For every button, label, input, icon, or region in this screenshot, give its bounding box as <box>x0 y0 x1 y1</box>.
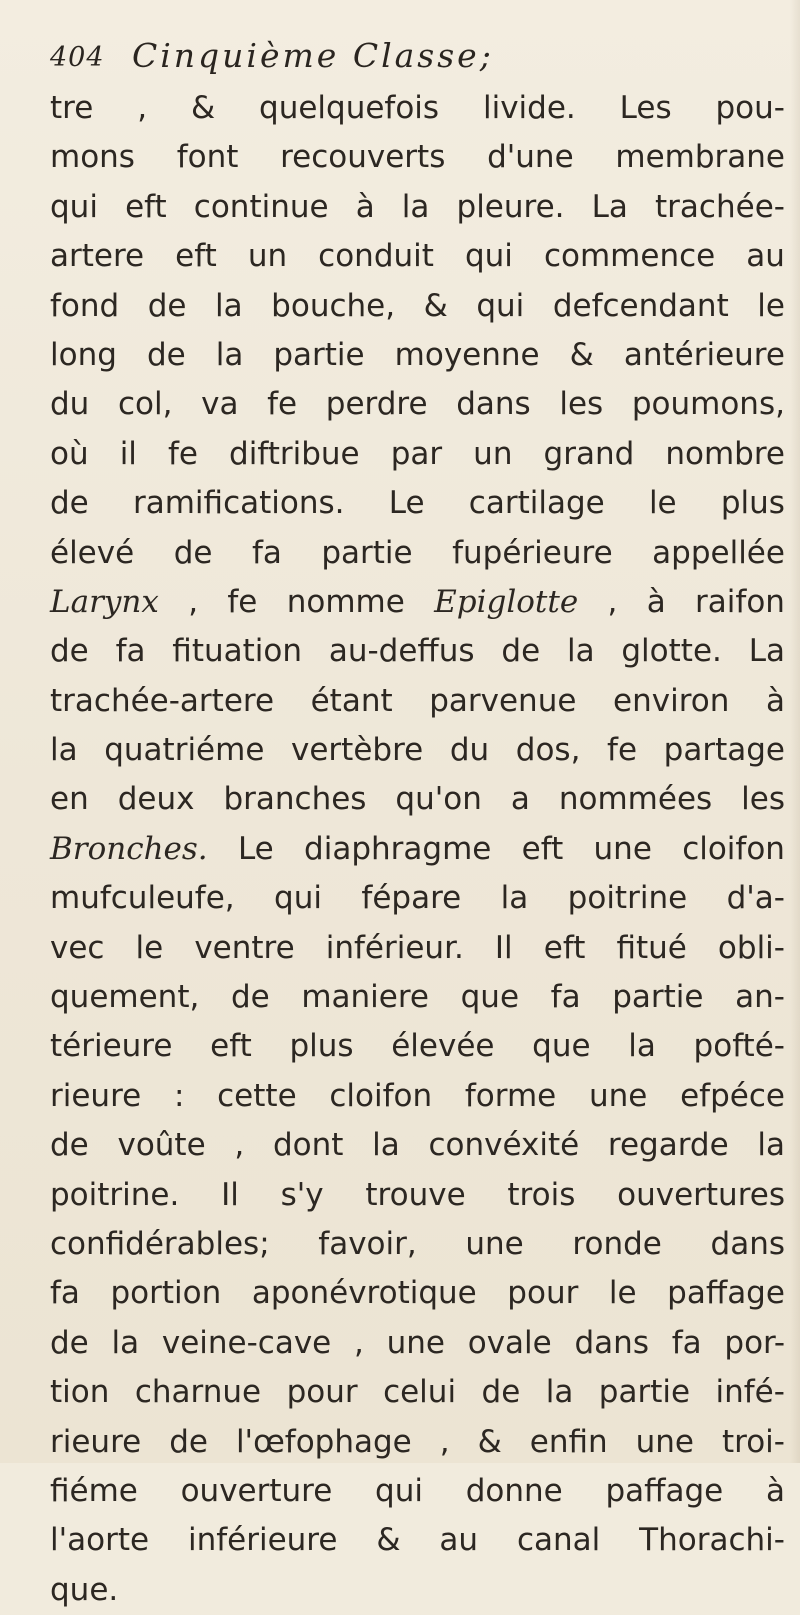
text-word: une <box>465 1225 524 1262</box>
text-word: pour <box>286 1374 358 1411</box>
text-line <box>50 430 785 479</box>
text-word: la <box>111 1324 140 1361</box>
text-word: poitrine <box>567 880 688 917</box>
text-word: d'une <box>487 139 574 176</box>
text-word: & <box>477 1423 502 1460</box>
text-word: inférieur. <box>325 929 464 966</box>
text-word: conduit <box>318 238 434 275</box>
text-word: poumons, <box>631 386 785 423</box>
text-word: par <box>390 435 443 472</box>
text-word: recouverts <box>280 139 446 176</box>
text-word: cartilage <box>468 485 605 522</box>
text-word: col, <box>117 386 173 423</box>
text-word: , <box>234 1127 245 1164</box>
text-word: deux <box>117 781 195 818</box>
text-word: la <box>372 1127 400 1164</box>
text-word: plus <box>720 485 785 522</box>
text-word: ouvertures <box>617 1176 785 1213</box>
text-word: , <box>137 90 148 126</box>
text-word: celui <box>383 1374 457 1411</box>
text-word: charnue <box>134 1374 262 1411</box>
text-word: ouverture <box>180 1472 333 1509</box>
text-word: le <box>757 287 785 324</box>
text-word: fupérieure <box>452 534 613 571</box>
text-word: continue <box>193 188 329 225</box>
text-word: térieure <box>50 1028 173 1065</box>
text-word: paffage <box>605 1472 724 1509</box>
text-word: veine-cave <box>161 1324 332 1361</box>
text-word: an- <box>735 979 785 1016</box>
text-word: tion <box>50 1374 110 1411</box>
text-word: nomme <box>286 583 405 620</box>
text-word: fa <box>115 633 146 670</box>
text-word: vec <box>50 929 105 966</box>
text-word: cette <box>217 1077 297 1114</box>
text-word: de <box>173 534 213 571</box>
text-word: qui <box>375 1472 423 1509</box>
text-word: de <box>50 485 89 522</box>
text-word: de <box>146 336 186 373</box>
text-word: mons <box>50 139 135 176</box>
text-word: & <box>376 1522 401 1559</box>
text-word: efpéce <box>680 1077 785 1114</box>
body-text <box>50 84 785 1615</box>
text-word: confidérables; <box>50 1225 270 1262</box>
text-word: Le <box>237 830 274 867</box>
text-word: trachée- <box>655 188 785 225</box>
text-word: Thorachi- <box>639 1522 785 1559</box>
text-word: une <box>635 1423 695 1460</box>
text-word: fond <box>50 287 120 324</box>
text-word: partie <box>612 979 704 1016</box>
text-word: eft <box>125 188 167 225</box>
text-word: fa <box>671 1324 702 1361</box>
text-line <box>50 726 785 775</box>
text-word: diftribue <box>229 435 360 472</box>
text-word: commence <box>543 238 716 275</box>
text-word: de <box>501 633 541 670</box>
text-word: l'œfophage <box>235 1423 412 1460</box>
text-word: eft <box>175 238 217 275</box>
text-word: élevée <box>391 1028 495 1065</box>
text-word: perdre <box>325 386 428 423</box>
text-line <box>50 1121 785 1170</box>
text-word: une <box>593 830 652 867</box>
text-word: voûte <box>117 1127 206 1164</box>
text-word: diaphragme <box>304 830 492 867</box>
text-word: paffage <box>667 1275 785 1312</box>
text-word: partie <box>273 336 365 373</box>
text-word: les <box>559 386 604 423</box>
text-word: dont <box>272 1127 344 1164</box>
text-word: vertèbre <box>291 732 424 769</box>
text-line <box>50 232 785 281</box>
text-word: l'aorte <box>50 1522 150 1559</box>
text-word: pour <box>507 1275 579 1312</box>
text-line <box>50 529 785 578</box>
text-word: Les <box>619 90 672 126</box>
text-word: dos, <box>515 732 581 769</box>
text-word: pleure. <box>456 188 565 225</box>
text-line <box>50 924 785 973</box>
text-word: fa <box>251 534 282 571</box>
text-line <box>50 183 785 232</box>
text-word: pou- <box>715 90 785 126</box>
text-line <box>50 627 785 676</box>
text-word: regarde <box>607 1127 729 1164</box>
text-line <box>50 973 785 1022</box>
text-word: qui <box>476 287 525 324</box>
text-word: mufculeufe, <box>50 880 235 917</box>
text-word: glotte. <box>621 633 722 670</box>
text-word: va <box>201 386 239 423</box>
text-word: dans <box>574 1324 649 1361</box>
text-word: les <box>741 781 785 818</box>
text-word: eft <box>543 929 586 966</box>
text-word: , <box>354 1324 364 1361</box>
text-word: & <box>423 287 448 324</box>
text-word: moyenne <box>394 336 540 373</box>
text-word: à <box>765 682 785 719</box>
text-word: font <box>176 139 239 176</box>
text-word: pofté- <box>693 1028 785 1065</box>
text-word: , <box>607 583 618 620</box>
page-number: 404 <box>50 42 105 73</box>
text-word: & <box>569 336 594 373</box>
text-word: convéxité <box>428 1127 580 1164</box>
text-word: ramifications. <box>132 485 345 522</box>
text-word: , <box>439 1423 450 1460</box>
text-line <box>50 1566 785 1615</box>
text-word: de <box>481 1374 521 1411</box>
text-word: & <box>190 90 216 126</box>
text-word: s'y <box>280 1176 324 1213</box>
text-word: que <box>460 979 520 1016</box>
text-word: environ <box>613 682 730 719</box>
text-word: plus <box>289 1028 354 1065</box>
text-word: livide. <box>482 90 576 126</box>
text-word: il <box>119 435 137 472</box>
text-word: canal <box>516 1522 601 1559</box>
text-word: infé- <box>715 1374 785 1411</box>
page-header <box>50 36 770 86</box>
text-word: tre <box>50 90 94 126</box>
text-line <box>50 775 785 824</box>
text-word: Le <box>388 485 425 522</box>
text-word: la <box>50 732 78 769</box>
text-line <box>50 1269 785 1318</box>
text-word: cloifon <box>329 1077 433 1114</box>
text-line <box>50 84 785 133</box>
text-word: parvenue <box>429 682 577 719</box>
text-word: au <box>746 238 785 275</box>
text-word: d'a- <box>726 880 785 917</box>
text-word: de <box>230 979 270 1016</box>
text-word: que. <box>50 1571 119 1608</box>
text-word: donne <box>465 1472 563 1509</box>
text-word: dans <box>456 386 531 423</box>
text-word: fépare <box>361 880 462 917</box>
text-word: maniere <box>301 979 429 1016</box>
text-word: fe <box>167 435 198 472</box>
text-word: Bronches. <box>50 830 208 867</box>
text-word: un <box>473 435 513 472</box>
text-word: la <box>215 287 243 324</box>
text-word: aponévrotique <box>251 1275 477 1312</box>
text-word: nommées <box>558 781 713 818</box>
text-word: ventre <box>194 929 295 966</box>
text-word: partage <box>663 732 785 769</box>
text-word: grand <box>543 435 635 472</box>
text-word: fa <box>50 1275 80 1312</box>
text-word: à <box>646 583 666 620</box>
text-word: Larynx <box>50 583 159 620</box>
text-word: ronde <box>572 1225 662 1262</box>
text-word: fe <box>267 386 298 423</box>
text-word: au-deffus <box>328 633 475 670</box>
text-word: artere <box>50 238 145 275</box>
text-word: branches <box>223 781 367 818</box>
text-word: en <box>50 781 89 818</box>
text-word: qui <box>50 188 98 225</box>
text-word: nombre <box>665 435 785 472</box>
text-line <box>50 1516 785 1565</box>
text-word: long <box>50 336 117 373</box>
text-word: la <box>500 880 529 917</box>
text-line <box>50 380 785 429</box>
text-line <box>50 1467 785 1516</box>
text-line <box>50 825 785 874</box>
text-word: fe <box>607 732 638 769</box>
text-word: qu'on <box>395 781 482 818</box>
text-line <box>50 1022 785 1071</box>
text-word: membrane <box>615 139 785 176</box>
text-word: de <box>147 287 187 324</box>
text-word: du <box>449 732 490 769</box>
text-word: appellée <box>652 534 785 571</box>
text-line <box>50 331 785 380</box>
text-word: quelquefois <box>259 90 440 126</box>
text-word: de <box>50 1127 89 1164</box>
text-word: une <box>588 1077 648 1114</box>
text-word: : <box>173 1077 185 1114</box>
text-word: rieure <box>50 1077 142 1114</box>
text-word: trouve <box>365 1176 466 1213</box>
text-word: a <box>510 781 530 818</box>
text-word: qui <box>274 880 322 917</box>
text-word: bouche, <box>271 287 396 324</box>
text-word: rieure <box>50 1423 142 1460</box>
text-word: troi- <box>722 1423 785 1460</box>
text-line <box>50 578 785 627</box>
text-word: La <box>591 188 628 225</box>
text-line <box>50 1072 785 1121</box>
text-word: le <box>135 929 164 966</box>
text-line <box>50 133 785 182</box>
text-word: quement, <box>50 979 200 1016</box>
text-word: à <box>765 1472 785 1509</box>
text-word: inférieure <box>187 1522 338 1559</box>
text-word: trachée-artere <box>50 682 275 719</box>
text-word: qui <box>464 238 513 275</box>
text-word: à <box>355 188 375 225</box>
text-word: une <box>386 1324 445 1361</box>
text-word: le <box>648 485 677 522</box>
text-word: eft <box>521 830 564 867</box>
text-line <box>50 479 785 528</box>
text-word: partie <box>598 1374 691 1411</box>
text-word: que <box>532 1028 591 1065</box>
text-word: eft <box>210 1028 252 1065</box>
text-line <box>50 1418 785 1467</box>
text-word: la <box>215 336 244 373</box>
text-word: étant <box>310 682 393 719</box>
text-word: quatriéme <box>104 732 265 769</box>
text-word: Il <box>494 929 513 966</box>
text-word: antérieure <box>623 336 785 373</box>
text-word: de <box>169 1423 208 1460</box>
text-line <box>50 677 785 726</box>
text-word: du <box>50 386 90 423</box>
text-word: au <box>439 1522 479 1559</box>
text-word: la <box>566 633 595 670</box>
text-line <box>50 874 785 923</box>
text-line <box>50 1171 785 1220</box>
text-word: la <box>545 1374 574 1411</box>
text-word: favoir, <box>318 1225 417 1262</box>
text-word: defcendant <box>552 287 729 324</box>
text-word: fa <box>550 979 581 1016</box>
text-word: de <box>50 633 89 670</box>
text-word: , <box>188 583 199 620</box>
text-word: partie <box>321 534 413 571</box>
text-word: Il <box>221 1176 239 1213</box>
text-line <box>50 1368 785 1417</box>
text-word: fitué <box>616 929 687 966</box>
text-word: fe <box>227 583 258 620</box>
text-word: le <box>608 1275 637 1312</box>
text-word: la <box>628 1028 656 1065</box>
running-head: Cinquième Classe; <box>132 36 494 75</box>
text-word: cloifon <box>682 830 785 867</box>
text-word: ovale <box>467 1324 552 1361</box>
text-word: obli- <box>717 929 785 966</box>
text-line <box>50 282 785 331</box>
text-word: poitrine. <box>50 1176 180 1213</box>
text-line <box>50 1319 785 1368</box>
text-word: un <box>247 238 288 275</box>
text-word: enfin <box>529 1423 608 1460</box>
text-word: forme <box>464 1077 557 1114</box>
text-word: La <box>748 633 785 670</box>
text-word: où <box>50 435 89 472</box>
text-word: raifon <box>695 583 785 620</box>
text-line <box>50 1220 785 1269</box>
text-word: fituation <box>172 633 303 670</box>
text-word: élevé <box>50 534 135 571</box>
text-word: la <box>401 188 430 225</box>
text-word: por- <box>724 1324 785 1361</box>
text-word: fiéme <box>50 1472 138 1509</box>
text-word: la <box>757 1127 785 1164</box>
text-word: portion <box>110 1275 222 1312</box>
text-word: dans <box>710 1225 785 1262</box>
text-word: Epiglotte <box>434 583 579 620</box>
text-word: de <box>50 1324 89 1361</box>
text-word: trois <box>507 1176 576 1213</box>
